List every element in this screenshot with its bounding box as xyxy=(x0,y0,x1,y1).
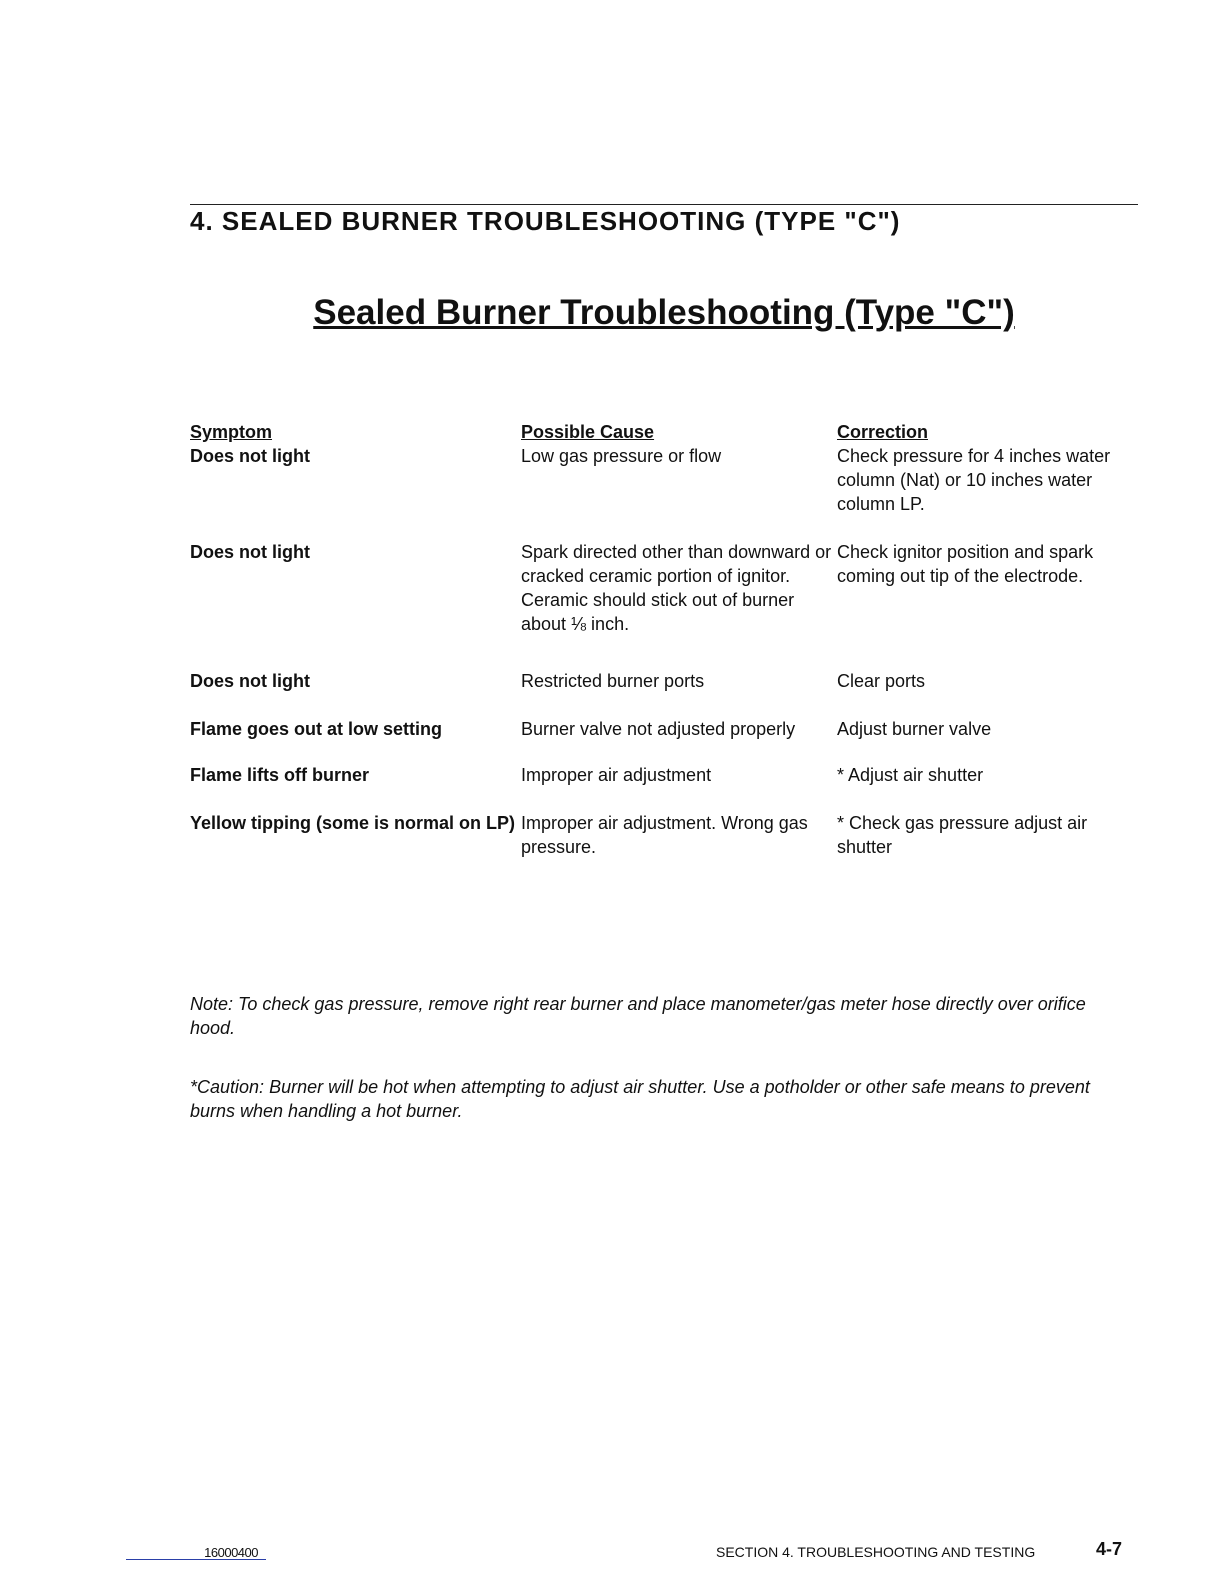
correction-cell: Clear ports xyxy=(837,671,926,691)
troubleshooting-table xyxy=(190,420,1140,859)
table-row xyxy=(190,811,1140,859)
note-label: Note: xyxy=(190,994,234,1014)
doc-number-text: 16000400 xyxy=(204,1545,258,1560)
correction-cell: * Adjust air shutter xyxy=(837,765,984,785)
correction-cell: Adjust burner valve xyxy=(837,719,992,739)
footer-section: SECTION 4. TROUBLESHOOTING AND TESTING xyxy=(716,1544,1036,1560)
correction-cell: * Check gas pressure adjust air shutter xyxy=(837,813,1088,857)
cause-cell: Spark directed other than downward or cracked ceramic portion of ignitor. Ceramic should stick out of burner about ⅛ inch. xyxy=(521,542,832,634)
footer-doc-number xyxy=(126,1547,266,1560)
note-text: To check gas pressure, remove right rear burner and place manometer/gas meter hose directly over orifice hood. xyxy=(190,994,1086,1038)
table-header xyxy=(190,420,1140,444)
caution-paragraph xyxy=(190,1075,1135,1123)
cause-cell: Burner valve not adjusted properly xyxy=(521,719,796,739)
table-row xyxy=(190,669,1140,693)
section-heading: 4. SEALED BURNER TROUBLESHOOTING (TYPE "C") xyxy=(190,206,901,236)
table-row xyxy=(190,717,1140,741)
cause-cell: Improper air adjustment. Wrong gas pressure. xyxy=(521,813,808,857)
footer-page-number: 4-7 xyxy=(1096,1539,1123,1559)
symptom-cell: Does not light xyxy=(190,542,310,562)
correction-cell: Check ignitor position and spark coming out tip of the electrode. xyxy=(837,542,1094,586)
header-possible-cause: Possible Cause xyxy=(521,422,655,442)
symptom-cell: Flame goes out at low setting xyxy=(190,719,443,739)
symptom-cell: Flame lifts off burner xyxy=(190,765,370,785)
caution-label: *Caution: xyxy=(190,1077,265,1097)
cause-cell: Restricted burner ports xyxy=(521,671,705,691)
cause-cell: Low gas pressure or flow xyxy=(521,446,722,466)
correction-cell: Check pressure for 4 inches water column (Nat) or 10 inches water column LP. xyxy=(837,446,1111,514)
cause-cell: Improper air adjustment xyxy=(521,765,712,785)
note-paragraph xyxy=(190,992,1130,1040)
symptom-cell: Yellow tipping (some is normal on LP) xyxy=(190,813,516,833)
table-row xyxy=(190,540,1140,636)
caution-text: Burner will be hot when attempting to adjust air shutter. Use a potholder or other safe means to prevent burns when handling a hot burner. xyxy=(190,1077,1090,1121)
table-row xyxy=(190,763,1140,787)
symptom-cell: Does not light xyxy=(190,446,310,466)
header-correction: Correction xyxy=(837,422,929,442)
symptom-cell: Does not light xyxy=(190,671,310,691)
header-symptom: Symptom xyxy=(190,422,273,442)
page-title: Sealed Burner Troubleshooting (Type "C") xyxy=(313,293,1015,332)
header-rule xyxy=(190,204,1138,205)
table-row xyxy=(190,444,1140,516)
